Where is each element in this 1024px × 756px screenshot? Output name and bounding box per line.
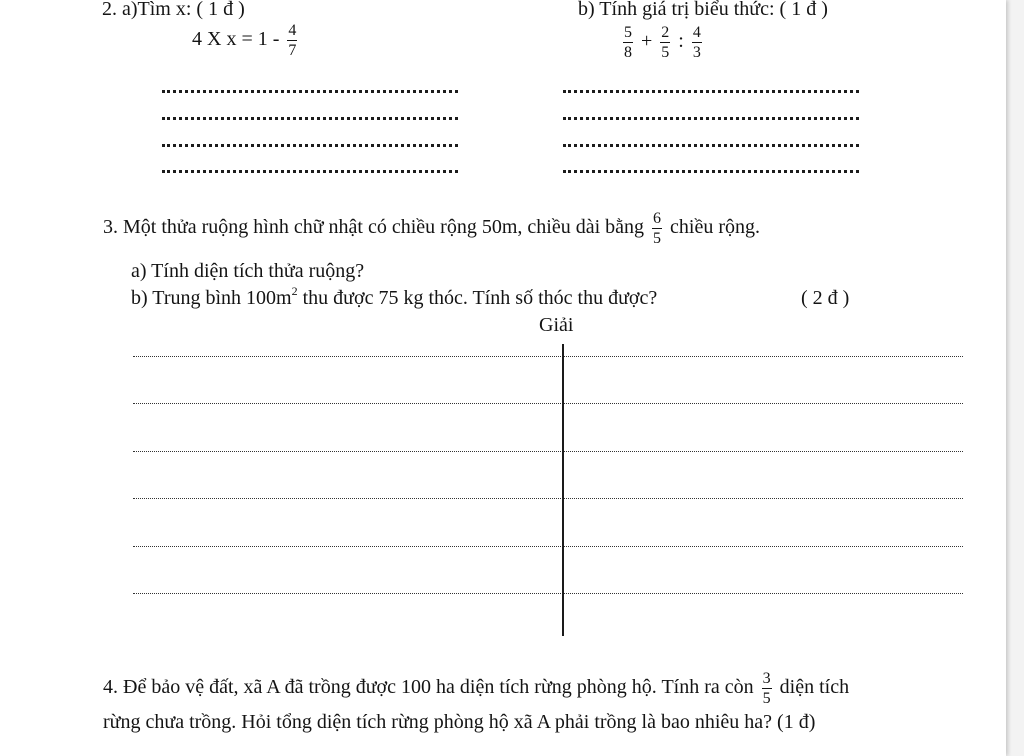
q3-part-a: a) Tính diện tích thửa ruộng? bbox=[131, 260, 365, 282]
solution-line[interactable] bbox=[133, 403, 963, 404]
q2b-title: b) Tính giá trị biểu thức: ( 1 đ ) bbox=[578, 0, 828, 20]
q4-frac-den: 5 bbox=[762, 690, 771, 707]
q3-statement bbox=[103, 210, 760, 247]
q4-statement-line1 bbox=[103, 670, 849, 707]
q3-text-after: chiều rộng. bbox=[670, 216, 760, 239]
q2b-fraction-3 bbox=[692, 24, 702, 61]
solution-line[interactable] bbox=[133, 593, 963, 594]
q3-part-b-after: thu được 75 kg thóc. Tính số thóc thu được? bbox=[297, 287, 658, 309]
q2b-frac2-num: 2 bbox=[661, 24, 670, 41]
q3-part-b-before: b) Trung bình 100m bbox=[131, 287, 292, 309]
fraction-bar bbox=[287, 40, 297, 41]
fraction-bar bbox=[692, 42, 702, 43]
q2b-frac2-den: 5 bbox=[661, 44, 670, 61]
solution-line[interactable] bbox=[133, 451, 963, 452]
q2a-frac-den: 7 bbox=[288, 42, 297, 59]
fraction-bar bbox=[623, 42, 633, 43]
q3-fraction bbox=[652, 210, 662, 247]
q2a-expression bbox=[192, 22, 300, 59]
q2b-fraction-1 bbox=[623, 24, 633, 61]
q3-part-b bbox=[131, 284, 658, 309]
fraction-bar bbox=[660, 42, 670, 43]
q2a-answer-line[interactable] bbox=[162, 90, 458, 93]
q2b-answer-line[interactable] bbox=[563, 170, 859, 173]
q3-points: ( 2 đ ) bbox=[801, 287, 850, 309]
q2b-fraction-2 bbox=[660, 24, 670, 61]
q4-fraction bbox=[762, 670, 772, 707]
solution-line[interactable] bbox=[133, 498, 963, 499]
q3-text-before: 3. Một thửa ruộng hình chữ nhật có chiều rộng 50m, chiều dài bằng bbox=[103, 216, 645, 239]
q2b-answer-line[interactable] bbox=[563, 90, 859, 93]
solution-line[interactable] bbox=[133, 356, 963, 357]
q2b-operator-divide: : bbox=[678, 30, 684, 53]
q2a-answer-line[interactable] bbox=[162, 144, 458, 147]
fraction-bar bbox=[652, 228, 662, 229]
q2a-fraction bbox=[287, 22, 297, 59]
q2b-frac3-den: 3 bbox=[692, 44, 701, 61]
q2a-answer-line[interactable] bbox=[162, 117, 458, 120]
q4-text-before: 4. Để bảo vệ đất, xã A đã trồng được 100 ha diện tích rừng phòng hộ. Tính ra còn bbox=[103, 676, 754, 699]
q2b-answer-line[interactable] bbox=[563, 144, 859, 147]
q2b-operator-plus: + bbox=[641, 30, 653, 53]
q2a-answer-line[interactable] bbox=[162, 170, 458, 173]
q3-solution-label: Giải bbox=[539, 314, 574, 336]
q3-frac-num: 6 bbox=[653, 210, 662, 227]
q2b-frac1-num: 5 bbox=[624, 24, 632, 41]
q2a-frac-num: 4 bbox=[288, 22, 297, 39]
q4-text-after: diện tích bbox=[779, 676, 850, 699]
q3-part-b-superscript: 2 bbox=[291, 284, 298, 299]
fraction-bar bbox=[762, 688, 772, 689]
q2b-frac1-den: 8 bbox=[624, 44, 632, 61]
q3-frac-den: 5 bbox=[653, 230, 662, 247]
q2b-answer-line[interactable] bbox=[563, 117, 859, 120]
q2b-expression bbox=[620, 24, 705, 61]
q2a-expression-prefix: 4 X x = 1 - bbox=[192, 28, 280, 51]
q4-frac-num: 3 bbox=[762, 670, 771, 687]
q2b-frac3-num: 4 bbox=[692, 24, 701, 41]
solution-line[interactable] bbox=[133, 546, 963, 547]
solution-divider bbox=[562, 344, 564, 636]
q2a-title: 2. a)Tìm x: ( 1 đ ) bbox=[102, 0, 245, 20]
q4-statement-line2: rừng chưa trồng. Hỏi tổng diện tích rừng phòng hộ xã A phải trồng là bao nhiêu ha? (1 đ) bbox=[103, 711, 816, 733]
